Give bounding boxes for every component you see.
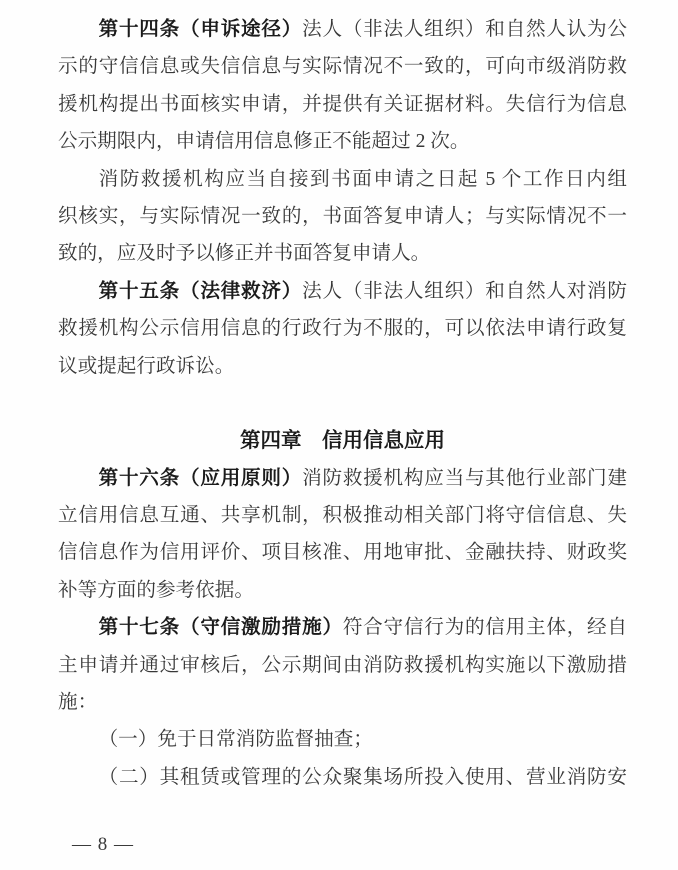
text-line bbox=[58, 86, 627, 123]
article-label: 第十七条（守信激励措施） bbox=[98, 616, 343, 639]
text-line bbox=[58, 48, 627, 85]
body-text: 消防救援机构应当与其他行业部门建 bbox=[302, 467, 628, 489]
body-text: （一）免于日常消防监督抽查； bbox=[98, 729, 373, 751]
body-text: 议或提起行政诉讼。 bbox=[58, 355, 235, 377]
text-line bbox=[58, 460, 627, 497]
body-text: 消防救援机构应当自接到书面申请之日起 5 个工作日内组 bbox=[98, 168, 627, 190]
body-text: 补等方面的参考依据。 bbox=[58, 579, 254, 601]
body-text: 符合守信行为的信用主体，经自 bbox=[342, 617, 628, 639]
body-text: 救援机构公示信用信息的行政行为不服的，可以依法申请行政复 bbox=[58, 318, 627, 340]
body-text: 立信用信息互通、共享机制，积极推动相关部门将守信信息、失 bbox=[58, 505, 627, 527]
text-line bbox=[58, 348, 627, 385]
body-text: 法人（非法人组织）和自然人对消防 bbox=[302, 280, 628, 302]
text-line bbox=[58, 497, 627, 534]
text-line bbox=[58, 647, 627, 684]
body-text: 织核实，与实际情况一致的，书面答复申请人；与实际情况不一 bbox=[58, 205, 627, 227]
body-text: 法人（非法人组织）和自然人认为公 bbox=[302, 19, 628, 40]
body-text: 施： bbox=[58, 692, 98, 714]
body-text: 示的守信信息或失信信息与实际情况不一致的，可向市级消防救 bbox=[58, 56, 627, 78]
text-line bbox=[58, 273, 627, 310]
document-body bbox=[58, 11, 627, 796]
body-text: （二）其租赁或管理的公众聚集场所投入使用、营业消防安 bbox=[98, 766, 627, 788]
text-line bbox=[58, 721, 627, 758]
text-line bbox=[58, 161, 627, 198]
article-label: 第十五条（法律救济） bbox=[98, 279, 303, 302]
text-line bbox=[58, 310, 627, 347]
text-line bbox=[58, 534, 627, 571]
article-label: 第十六条（应用原则） bbox=[98, 466, 303, 489]
body-text: 公示期限内，申请信用信息修正不能超过 2 次。 bbox=[58, 131, 470, 153]
text-line bbox=[58, 609, 627, 646]
text-line bbox=[58, 759, 627, 796]
text-line bbox=[58, 123, 627, 160]
text-line bbox=[58, 198, 627, 235]
text-line bbox=[58, 572, 627, 609]
body-text: 主申请并通过审核后，公示期间由消防救援机构实施以下激励措 bbox=[58, 654, 627, 676]
body-text: 信信息作为信用评价、项目核准、用地审批、金融扶持、财政奖 bbox=[58, 542, 627, 564]
page-number: — 8 — bbox=[72, 834, 134, 855]
text-line bbox=[58, 235, 627, 272]
text-line bbox=[58, 684, 627, 721]
body-text: 援机构提出书面核实申请，并提供有关证据材料。失信行为信息 bbox=[58, 93, 627, 115]
article-label: 第十四条（申诉途径） bbox=[98, 18, 303, 40]
chapter-heading: 第四章 信用信息应用 bbox=[240, 429, 445, 453]
body-text: 致的，应及时予以修正并书面答复申请人。 bbox=[58, 243, 431, 265]
text-line bbox=[58, 11, 627, 48]
